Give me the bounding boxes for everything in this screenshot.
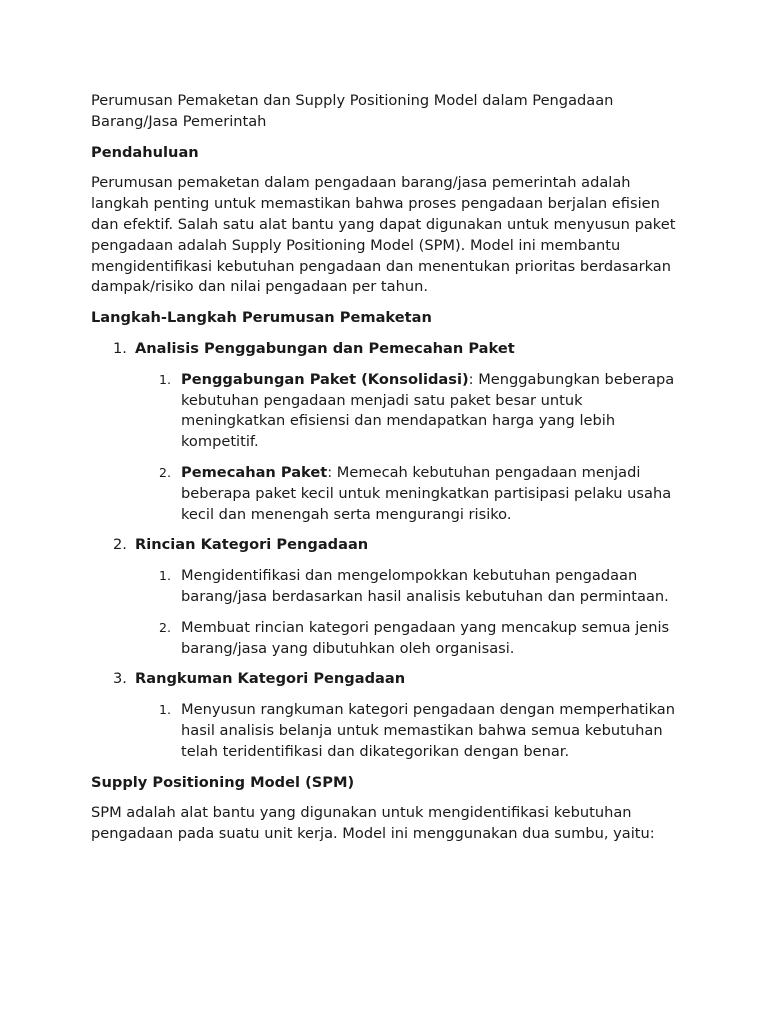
sub-item-text: Membuat rincian kategori pengadaan yang mencakup semua jenis barang/jasa yang dibutuhkan oleh organisasi. [181,618,670,657]
intro-heading: Pendahuluan [91,143,199,161]
step-item [91,339,677,360]
sub-item-number: 2. [159,464,171,480]
sub-list-item [91,618,677,660]
step-item [91,669,677,690]
sub-list-item [91,370,677,453]
step-title: Analisis Penggabungan dan Pemecahan Paket [135,339,515,357]
steps-heading: Langkah-Langkah Perumusan Pemaketan [91,309,432,327]
step-title: Rangkuman Kategori Pengadaan [135,670,406,688]
sub-item-term: Pemecahan Paket [181,463,328,481]
sub-list-item [91,566,677,608]
intro-paragraph: Perumusan pemaketan dalam pengadaan barang/jasa pemerintah adalah langkah penting untuk memastikan bahwa proses pengadaan berjalan efisien dan efektif. Salah satu alat bantu yang dapat digunakan untuk menyusun paket pengadaan adalah Supply Positioning Model (SPM). Model ini membantu mengidentifikasi kebutuhan pengadaan dan menentukan prioritas berdasarkan dampak/risiko dan nilai pengadaan per tahun. [91,174,676,296]
step-number: 3. [113,670,127,688]
spm-paragraph: SPM adalah alat bantu yang digunakan untuk mengidentifikasi kebutuhan pengadaan pada suatu unit kerja. Model ini menggunakan dua sumbu, yaitu: [91,804,655,843]
sub-item-text: : Memecah kebutuhan pengadaan menjadi beberapa paket kecil untuk meningkatkan partisipasi pelaku usaha kecil dan menengah serta mengurangi risiko. [181,463,672,523]
sub-item-number: 1. [159,568,171,584]
step-item [91,535,677,556]
sub-item-text: Menyusun rangkuman kategori pengadaan dengan memperhatikan hasil analisis belanja untuk memastikan bahwa semua kebutuhan telah teridentifikasi dan dikategorikan dengan benar. [181,701,675,760]
sub-item-term: Penggabungan Paket (Konsolidasi) [181,370,469,388]
sub-item-text: Mengidentifikasi dan mengelompokkan kebutuhan pengadaan barang/jasa berdasarkan hasil analisis kebutuhan dan permintaan. [181,567,669,605]
document-title: Perumusan Pemaketan dan Supply Positioning Model dalam Pengadaan Barang/Jasa Pemerintah [91,92,614,130]
step-number: 1. [113,339,127,357]
sub-item-number: 2. [159,619,171,635]
sub-item-number: 1. [159,371,171,387]
step-title: Rincian Kategori Pengadaan [135,536,369,554]
spm-heading: Supply Positioning Model (SPM) [91,773,355,791]
sub-list-item [91,463,677,525]
sub-list-item [91,700,677,762]
sub-item-text: : Menggabungkan beberapa kebutuhan pengadaan menjadi satu paket besar untuk meningkatkan efisiensi dan mendapatkan harga yang lebih kompetitif. [181,370,675,451]
sub-item-number: 1. [159,702,171,718]
step-number: 2. [113,536,127,554]
